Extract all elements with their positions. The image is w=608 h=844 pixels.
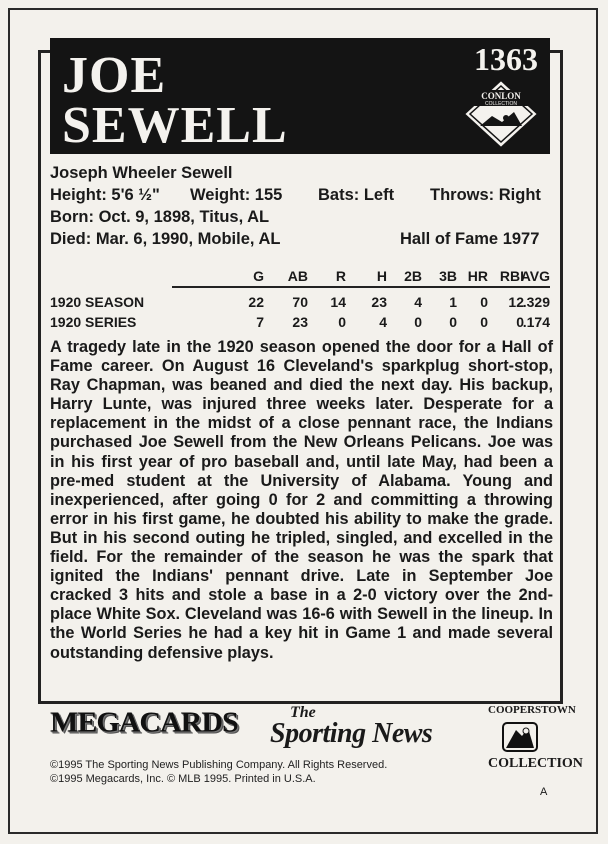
- first-name: JOE: [62, 47, 167, 104]
- copyright-line-2: ©1995 Megacards, Inc. © MLB 1995. Printed in U.S.A.: [50, 773, 316, 785]
- stat-cell: 0: [449, 314, 457, 330]
- stat-cell: 0: [338, 314, 346, 330]
- stat-cell: 4: [414, 294, 422, 310]
- stat-cell: 70: [292, 294, 308, 310]
- row-label: 1920 SEASON: [50, 294, 145, 310]
- col-2b: 2B: [404, 268, 422, 284]
- card-number: 1363: [474, 41, 538, 77]
- stat-cell: 0: [480, 294, 488, 310]
- height: Height: 5'6 ½": [50, 186, 160, 204]
- stat-cell: 4: [379, 314, 387, 330]
- svg-text:COLLECTION: COLLECTION: [485, 101, 517, 107]
- died: Died: Mar. 6, 1990, Mobile, AL: [50, 230, 281, 248]
- stats-header-row: [50, 268, 550, 288]
- bats: Bats: Left: [318, 186, 395, 204]
- row-label: 1920 SERIES: [50, 314, 137, 330]
- stat-cell: .174: [522, 314, 550, 330]
- col-ab: AB: [287, 268, 308, 284]
- career-story: A tragedy late in the 1920 season opened the door for a Hall of Fame career. On August 16 Cleveland's sparkplug short-stop, Ray Chapman, was beaned and died the next day. His backup, Harry Lunte, was injured three weeks later. Desperate for a replacement in the midst of a close pennant race, the Indians purchased Joe Sewell from the New Orleans Pelicans. Joe was in his first year of pro baseball and, until late May, had been a pre-med student at the University of Alabama. Young and inexperienced, after going 0 for 2 and committing a throwing error in his first game, he doubted his ability to make the grade. But in his second outing he tripled, singled, and excelled in the field. For the remainder of the season he was the spark that ignited the Indians' pennant drive. Late in September Joe cracked 3 hits and stole a base in a 2-0 victory over the 2nd-place White Sox. Cleveland was 16-6 with Sewell in the lineup. In the World Series he had a key hit in Game 1 and made several outstanding defensive plays.: [50, 338, 553, 662]
- mlb-logo-icon: [502, 722, 538, 752]
- hall-of-fame: Hall of Fame 1977: [400, 230, 540, 248]
- weight: Weight: 155: [190, 186, 283, 204]
- svg-text:CONLON: CONLON: [481, 91, 521, 101]
- col-g: G: [253, 268, 264, 284]
- col-3b: 3B: [439, 268, 457, 284]
- stat-cell: 0: [516, 314, 524, 330]
- stat-cell: .329: [522, 294, 550, 310]
- cooperstown-text: COOPERSTOWN: [488, 704, 576, 716]
- full-name: Joseph Wheeler Sewell: [50, 164, 233, 182]
- stat-cell: 0: [414, 314, 422, 330]
- stat-cell: 23: [371, 294, 387, 310]
- collection-text: COLLECTION: [488, 756, 583, 771]
- stat-cell: 1: [449, 294, 457, 310]
- stat-cell: 22: [248, 294, 264, 310]
- sporting-news-the: The: [290, 704, 316, 721]
- sporting-news-logo: [270, 704, 460, 756]
- col-avg: AVG: [520, 268, 550, 284]
- stat-cell: 14: [330, 294, 346, 310]
- cooperstown-collection-logo: [488, 704, 583, 786]
- stat-cell: 12: [508, 294, 524, 310]
- born: Born: Oct. 9, 1898, Titus, AL: [50, 208, 270, 226]
- col-rbi: RBI: [499, 268, 524, 284]
- throws: Throws: Right: [430, 186, 541, 204]
- last-name: SEWELL: [62, 97, 288, 154]
- col-hr: HR: [467, 268, 488, 284]
- stat-cell: 0: [480, 314, 488, 330]
- stat-cell: 7: [256, 314, 264, 330]
- card-code: A: [540, 786, 548, 798]
- sporting-news-wordmark: Sporting News: [270, 718, 433, 749]
- conlon-collection-logo: [462, 78, 540, 150]
- col-r: R: [335, 268, 346, 284]
- col-h: H: [376, 268, 387, 284]
- table-row: [50, 314, 550, 334]
- copyright-line-1: ©1995 The Sporting News Publishing Company. All Rights Reserved.: [50, 759, 388, 771]
- name-header: [50, 38, 550, 154]
- megacards-logo: MEGACARDS: [50, 706, 238, 739]
- stat-cell: 23: [292, 314, 308, 330]
- table-row: [50, 294, 550, 314]
